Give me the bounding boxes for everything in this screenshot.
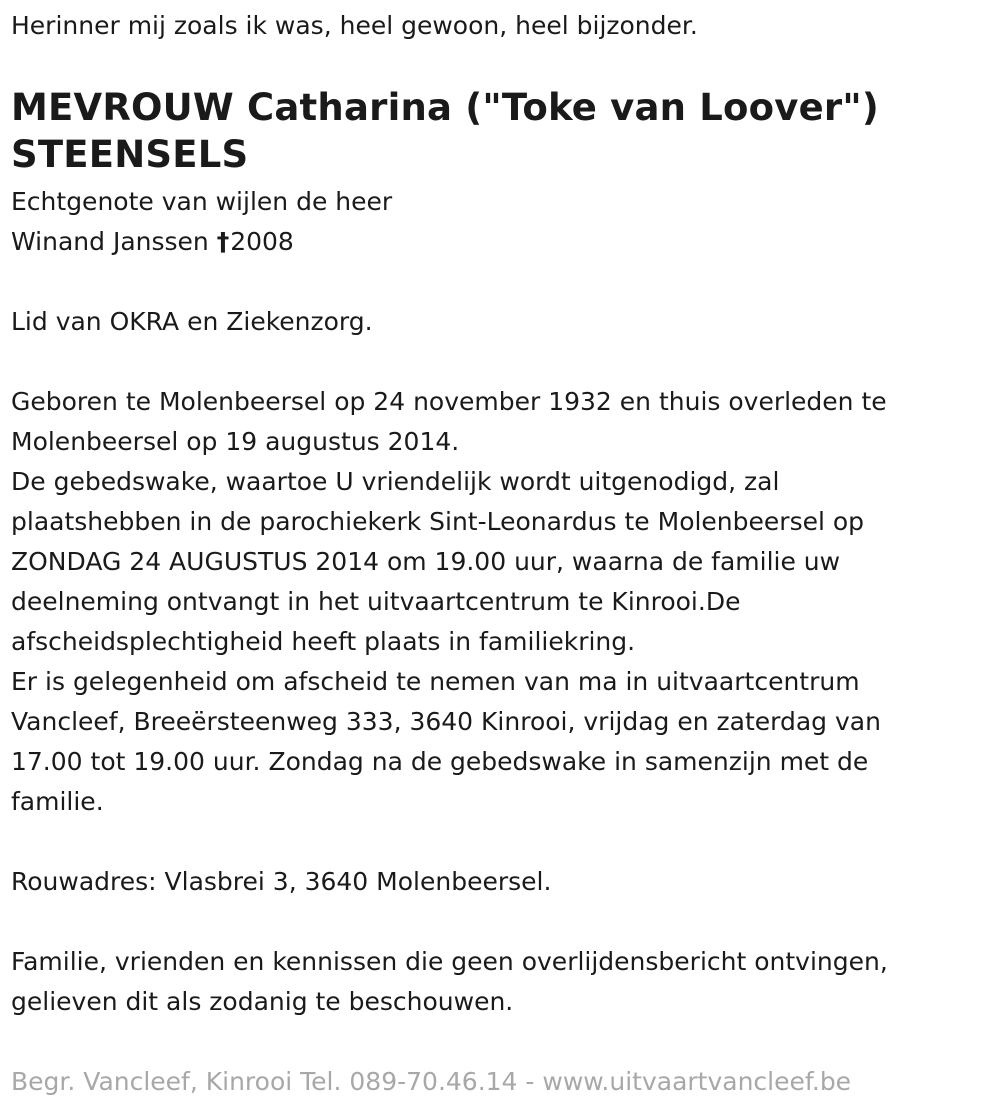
main-line: Geboren te Molenbeersel op 24 november 1932 en thuis overleden te bbox=[11, 387, 887, 416]
spouse-name: Winand Janssen bbox=[11, 227, 217, 256]
main-line: plaatshebben in de parochiekerk Sint-Leonardus te Molenbeersel op bbox=[11, 507, 865, 536]
main-line: ZONDAG 24 AUGUSTUS 2014 om 19.00 uur, waarna de familie uw bbox=[11, 547, 841, 576]
mourning-address-block bbox=[11, 862, 551, 902]
spouse-line-2 bbox=[11, 222, 392, 262]
deceased-name bbox=[11, 84, 879, 178]
membership-text: Lid van OKRA en Ziekenzorg. bbox=[11, 307, 373, 336]
motto-text: Herinner mij zoals ik was, heel gewoon, heel bijzonder. bbox=[11, 11, 698, 40]
main-line: Molenbeersel op 19 augustus 2014. bbox=[11, 427, 460, 456]
main-line: deelneming ontvangt in het uitvaartcentrum te Kinrooi.De bbox=[11, 587, 741, 616]
mourning-address: Rouwadres: Vlasbrei 3, 3640 Molenbeersel. bbox=[11, 867, 552, 896]
cross-icon: † bbox=[216, 227, 230, 256]
notice-block bbox=[11, 942, 888, 1022]
funeral-home-footer: Begr. Vancleef, Kinrooi Tel. 089-70.46.14 - www.uitvaartvancleef.be bbox=[11, 1067, 852, 1096]
spouse-line-1: Echtgenote van wijlen de heer bbox=[11, 187, 393, 216]
main-text-block bbox=[11, 382, 887, 822]
notice-line: Familie, vrienden en kennissen die geen overlijdensbericht ontvingen, bbox=[11, 947, 888, 976]
main-line: Vancleef, Breeërsteenweg 333, 3640 Kinrooi, vrijdag en zaterdag van bbox=[11, 707, 881, 736]
spouse-block bbox=[11, 182, 392, 262]
name-line-1: MEVROUW Catharina ("Toke van Loover") bbox=[11, 86, 879, 129]
membership-block bbox=[11, 302, 373, 342]
main-line: De gebedswake, waartoe U vriendelijk wordt uitgenodigd, zal bbox=[11, 467, 780, 496]
main-line: afscheidsplechtigheid heeft plaats in familiekring. bbox=[11, 627, 636, 656]
main-line: 17.00 tot 19.00 uur. Zondag na de gebedswake in samenzijn met de bbox=[11, 747, 869, 776]
spouse-death-year: 2008 bbox=[230, 227, 294, 256]
name-line-2: STEENSELS bbox=[11, 133, 249, 176]
main-line: Er is gelegenheid om afscheid te nemen van ma in uitvaartcentrum bbox=[11, 667, 860, 696]
notice-line: gelieven dit als zodanig te beschouwen. bbox=[11, 987, 514, 1016]
main-line: familie. bbox=[11, 787, 104, 816]
